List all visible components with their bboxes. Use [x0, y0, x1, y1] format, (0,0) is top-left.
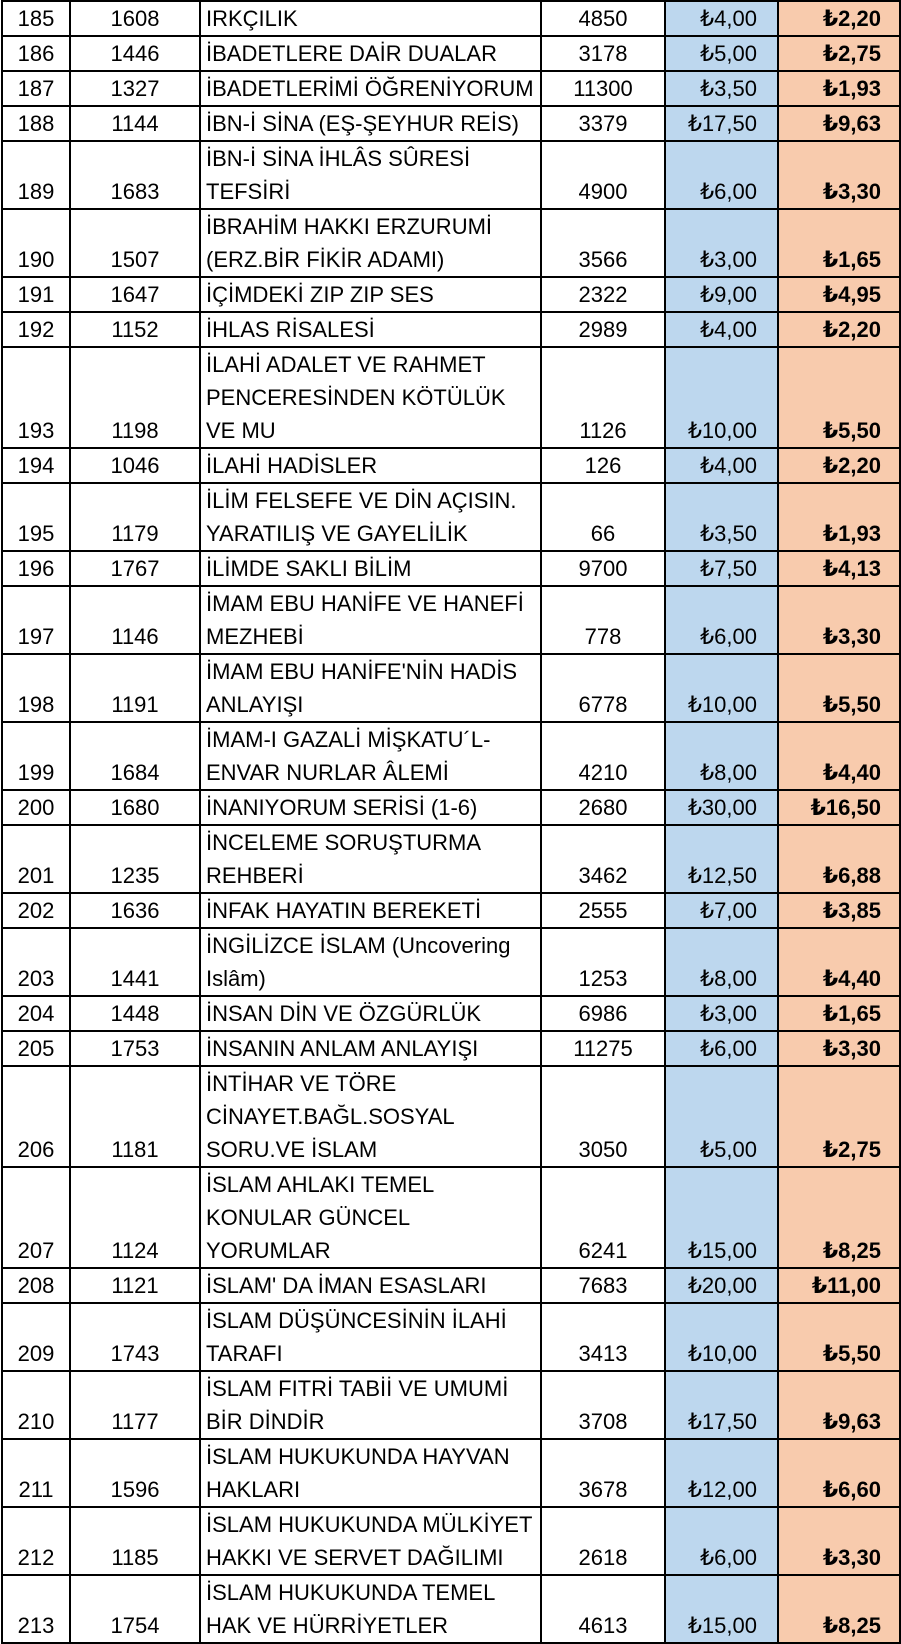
table-row: [2, 1575, 900, 1643]
stock-count-cell: 2555: [541, 893, 665, 928]
book-title-cell: İSLAM AHLAKI TEMEL KONULAR GÜNCEL YORUMLAR: [200, 1167, 541, 1268]
stock-count-cell: 4613: [541, 1575, 665, 1643]
stock-count-cell: 1253: [541, 928, 665, 996]
row-number-cell: 204: [2, 996, 70, 1031]
stock-count-cell: 2322: [541, 277, 665, 312]
book-code-cell: 1146: [70, 586, 200, 654]
book-title-cell: IRKÇILIK: [200, 1, 541, 36]
stock-count-cell: 6241: [541, 1167, 665, 1268]
table-row: [2, 1066, 900, 1167]
discount-price-cell: ₺1,93: [778, 483, 900, 551]
stock-count-cell: 3413: [541, 1303, 665, 1371]
book-code-cell: 1680: [70, 790, 200, 825]
list-price-cell: ₺8,00: [665, 722, 778, 790]
stock-count-cell: 3678: [541, 1439, 665, 1507]
table-row: [2, 448, 900, 483]
book-title-cell: İSLAM FITRİ TABİİ VE UMUMİ BİR DİNDİR: [200, 1371, 541, 1439]
book-code-cell: 1608: [70, 1, 200, 36]
discount-price-cell: ₺1,93: [778, 71, 900, 106]
row-number-cell: 208: [2, 1268, 70, 1303]
table-row: [2, 722, 900, 790]
row-number-cell: 213: [2, 1575, 70, 1643]
table-row: [2, 1268, 900, 1303]
book-code-cell: 1507: [70, 209, 200, 277]
book-code-cell: 1754: [70, 1575, 200, 1643]
stock-count-cell: 7683: [541, 1268, 665, 1303]
book-title-cell: İLAHİ HADİSLER: [200, 448, 541, 483]
book-code-cell: 1636: [70, 893, 200, 928]
book-code-cell: 1179: [70, 483, 200, 551]
list-price-cell: ₺3,00: [665, 996, 778, 1031]
table-row: [2, 1, 900, 36]
list-price-cell: ₺5,00: [665, 1066, 778, 1167]
table-row: [2, 893, 900, 928]
stock-count-cell: 9700: [541, 551, 665, 586]
table-row: [2, 654, 900, 722]
discount-price-cell: ₺1,65: [778, 209, 900, 277]
book-title-cell: İNGİLİZCE İSLAM (Uncovering Islâm): [200, 928, 541, 996]
row-number-cell: 187: [2, 71, 70, 106]
table-row: [2, 277, 900, 312]
book-title-cell: İBN-İ SİNA İHLÂS SÛRESİ TEFSİRİ: [200, 141, 541, 209]
list-price-cell: ₺10,00: [665, 1303, 778, 1371]
stock-count-cell: 3462: [541, 825, 665, 893]
book-code-cell: 1767: [70, 551, 200, 586]
book-code-cell: 1684: [70, 722, 200, 790]
book-title-cell: İBADETLERE DAİR DUALAR: [200, 36, 541, 71]
discount-price-cell: ₺3,30: [778, 1031, 900, 1066]
list-price-cell: ₺7,00: [665, 893, 778, 928]
book-title-cell: İLİM FELSEFE VE DİN AÇISIN. YARATILIŞ VE GAYELİLİK: [200, 483, 541, 551]
stock-count-cell: 3566: [541, 209, 665, 277]
book-code-cell: 1446: [70, 36, 200, 71]
list-price-cell: ₺15,00: [665, 1167, 778, 1268]
book-code-cell: 1046: [70, 448, 200, 483]
list-price-cell: ₺20,00: [665, 1268, 778, 1303]
table-row: [2, 1167, 900, 1268]
table-body: [2, 1, 900, 1643]
book-title-cell: İMAM EBU HANİFE VE HANEFİ MEZHEBİ: [200, 586, 541, 654]
book-code-cell: 1647: [70, 277, 200, 312]
row-number-cell: 186: [2, 36, 70, 71]
book-code-cell: 1124: [70, 1167, 200, 1268]
book-code-cell: 1327: [70, 71, 200, 106]
discount-price-cell: ₺4,40: [778, 928, 900, 996]
stock-count-cell: 3708: [541, 1371, 665, 1439]
table-row: [2, 1507, 900, 1575]
row-number-cell: 194: [2, 448, 70, 483]
discount-price-cell: ₺3,30: [778, 1507, 900, 1575]
book-title-cell: İSLAM HUKUKUNDA TEMEL HAK VE HÜRRİYETLER: [200, 1575, 541, 1643]
stock-count-cell: 11275: [541, 1031, 665, 1066]
stock-count-cell: 778: [541, 586, 665, 654]
stock-count-cell: 2618: [541, 1507, 665, 1575]
book-code-cell: 1596: [70, 1439, 200, 1507]
table-row: [2, 586, 900, 654]
row-number-cell: 190: [2, 209, 70, 277]
discount-price-cell: ₺2,75: [778, 36, 900, 71]
table-row: [2, 312, 900, 347]
discount-price-cell: ₺8,25: [778, 1575, 900, 1643]
list-price-cell: ₺12,50: [665, 825, 778, 893]
row-number-cell: 212: [2, 1507, 70, 1575]
table-row: [2, 71, 900, 106]
stock-count-cell: 3050: [541, 1066, 665, 1167]
row-number-cell: 210: [2, 1371, 70, 1439]
table-row: [2, 1303, 900, 1371]
discount-price-cell: ₺5,50: [778, 1303, 900, 1371]
stock-count-cell: 4850: [541, 1, 665, 36]
list-price-cell: ₺7,50: [665, 551, 778, 586]
book-title-cell: İSLAM' DA İMAN ESASLARI: [200, 1268, 541, 1303]
list-price-cell: ₺6,00: [665, 586, 778, 654]
row-number-cell: 203: [2, 928, 70, 996]
stock-count-cell: 4900: [541, 141, 665, 209]
row-number-cell: 211: [2, 1439, 70, 1507]
book-title-cell: İNFAK HAYATIN BEREKETİ: [200, 893, 541, 928]
stock-count-cell: 6986: [541, 996, 665, 1031]
discount-price-cell: ₺3,30: [778, 586, 900, 654]
book-code-cell: 1191: [70, 654, 200, 722]
book-code-cell: 1441: [70, 928, 200, 996]
book-title-cell: İÇİMDEKİ ZIP ZIP SES: [200, 277, 541, 312]
stock-count-cell: 126: [541, 448, 665, 483]
book-title-cell: İNANIYORUM SERİSİ (1-6): [200, 790, 541, 825]
list-price-cell: ₺6,00: [665, 1031, 778, 1066]
discount-price-cell: ₺8,25: [778, 1167, 900, 1268]
book-title-cell: İMAM-I GAZALİ MİŞKATU´L-ENVAR NURLAR ÂLEMİ: [200, 722, 541, 790]
discount-price-cell: ₺4,95: [778, 277, 900, 312]
discount-price-cell: ₺2,20: [778, 1, 900, 36]
discount-price-cell: ₺6,60: [778, 1439, 900, 1507]
row-number-cell: 202: [2, 893, 70, 928]
book-title-cell: İLAHİ ADALET VE RAHMET PENCERESİNDEN KÖTÜLÜK VE MU: [200, 347, 541, 448]
list-price-cell: ₺17,50: [665, 1371, 778, 1439]
stock-count-cell: 66: [541, 483, 665, 551]
discount-price-cell: ₺3,30: [778, 141, 900, 209]
book-code-cell: 1152: [70, 312, 200, 347]
stock-count-cell: 4210: [541, 722, 665, 790]
row-number-cell: 192: [2, 312, 70, 347]
book-title-cell: İNSAN DİN VE ÖZGÜRLÜK: [200, 996, 541, 1031]
row-number-cell: 206: [2, 1066, 70, 1167]
discount-price-cell: ₺4,40: [778, 722, 900, 790]
row-number-cell: 198: [2, 654, 70, 722]
row-number-cell: 205: [2, 1031, 70, 1066]
row-number-cell: 188: [2, 106, 70, 141]
table-row: [2, 106, 900, 141]
stock-count-cell: 2680: [541, 790, 665, 825]
discount-price-cell: ₺9,63: [778, 106, 900, 141]
table-row: [2, 209, 900, 277]
book-code-cell: 1144: [70, 106, 200, 141]
list-price-cell: ₺10,00: [665, 347, 778, 448]
stock-count-cell: 3178: [541, 36, 665, 71]
book-code-cell: 1448: [70, 996, 200, 1031]
list-price-cell: ₺9,00: [665, 277, 778, 312]
list-price-cell: ₺15,00: [665, 1575, 778, 1643]
table-row: [2, 1371, 900, 1439]
discount-price-cell: ₺1,65: [778, 996, 900, 1031]
book-code-cell: 1185: [70, 1507, 200, 1575]
book-code-cell: 1121: [70, 1268, 200, 1303]
discount-price-cell: ₺4,13: [778, 551, 900, 586]
book-code-cell: 1743: [70, 1303, 200, 1371]
stock-count-cell: 3379: [541, 106, 665, 141]
list-price-cell: ₺3,50: [665, 483, 778, 551]
table-row: [2, 1439, 900, 1507]
discount-price-cell: ₺11,00: [778, 1268, 900, 1303]
table-row: [2, 928, 900, 996]
row-number-cell: 201: [2, 825, 70, 893]
book-title-cell: İBRAHİM HAKKI ERZURUMİ (ERZ.BİR FİKİR ADAMI): [200, 209, 541, 277]
book-title-cell: İBN-İ SİNA (EŞ-ŞEYHUR REİS): [200, 106, 541, 141]
discount-price-cell: ₺2,20: [778, 448, 900, 483]
table-row: [2, 825, 900, 893]
book-code-cell: 1683: [70, 141, 200, 209]
row-number-cell: 196: [2, 551, 70, 586]
book-title-cell: İSLAM DÜŞÜNCESİNİN İLAHİ TARAFI: [200, 1303, 541, 1371]
list-price-cell: ₺6,00: [665, 141, 778, 209]
discount-price-cell: ₺16,50: [778, 790, 900, 825]
book-code-cell: 1181: [70, 1066, 200, 1167]
table-row: [2, 551, 900, 586]
discount-price-cell: ₺5,50: [778, 347, 900, 448]
discount-price-cell: ₺2,75: [778, 1066, 900, 1167]
list-price-cell: ₺3,50: [665, 71, 778, 106]
discount-price-cell: ₺3,85: [778, 893, 900, 928]
book-title-cell: İNCELEME SORUŞTURMA REHBERİ: [200, 825, 541, 893]
book-title-cell: İSLAM HUKUKUNDA HAYVAN HAKLARI: [200, 1439, 541, 1507]
list-price-cell: ₺17,50: [665, 106, 778, 141]
discount-price-cell: ₺9,63: [778, 1371, 900, 1439]
row-number-cell: 195: [2, 483, 70, 551]
book-title-cell: İNSANIN ANLAM ANLAYIŞI: [200, 1031, 541, 1066]
row-number-cell: 207: [2, 1167, 70, 1268]
discount-price-cell: ₺6,88: [778, 825, 900, 893]
book-code-cell: 1753: [70, 1031, 200, 1066]
row-number-cell: 199: [2, 722, 70, 790]
discount-price-cell: ₺2,20: [778, 312, 900, 347]
table-row: [2, 996, 900, 1031]
book-title-cell: İNTİHAR VE TÖRE CİNAYET.BAĞL.SOSYAL SORU.VE İSLAM: [200, 1066, 541, 1167]
list-price-cell: ₺12,00: [665, 1439, 778, 1507]
table-row: [2, 141, 900, 209]
table-row: [2, 347, 900, 448]
list-price-cell: ₺4,00: [665, 448, 778, 483]
discount-price-cell: ₺5,50: [778, 654, 900, 722]
row-number-cell: 200: [2, 790, 70, 825]
stock-count-cell: 6778: [541, 654, 665, 722]
book-title-cell: İSLAM HUKUKUNDA MÜLKİYET HAKKI VE SERVET DAĞILIMI: [200, 1507, 541, 1575]
list-price-cell: ₺6,00: [665, 1507, 778, 1575]
table-row: [2, 790, 900, 825]
row-number-cell: 193: [2, 347, 70, 448]
list-price-cell: ₺8,00: [665, 928, 778, 996]
book-title-cell: İHLAS RİSALESİ: [200, 312, 541, 347]
row-number-cell: 191: [2, 277, 70, 312]
book-title-cell: İMAM EBU HANİFE'NİN HADİS ANLAYIŞI: [200, 654, 541, 722]
list-price-cell: ₺3,00: [665, 209, 778, 277]
table-row: [2, 1031, 900, 1066]
table-row: [2, 36, 900, 71]
stock-count-cell: 1126: [541, 347, 665, 448]
row-number-cell: 209: [2, 1303, 70, 1371]
book-code-cell: 1198: [70, 347, 200, 448]
list-price-cell: ₺4,00: [665, 312, 778, 347]
book-code-cell: 1235: [70, 825, 200, 893]
row-number-cell: 189: [2, 141, 70, 209]
book-price-table: [1, 0, 901, 1644]
stock-count-cell: 11300: [541, 71, 665, 106]
row-number-cell: 197: [2, 586, 70, 654]
list-price-cell: ₺10,00: [665, 654, 778, 722]
list-price-cell: ₺30,00: [665, 790, 778, 825]
book-code-cell: 1177: [70, 1371, 200, 1439]
book-title-cell: İBADETLERİMİ ÖĞRENİYORUM: [200, 71, 541, 106]
table-row: [2, 483, 900, 551]
row-number-cell: 185: [2, 1, 70, 36]
list-price-cell: ₺5,00: [665, 36, 778, 71]
book-title-cell: İLİMDE SAKLI BİLİM: [200, 551, 541, 586]
stock-count-cell: 2989: [541, 312, 665, 347]
list-price-cell: ₺4,00: [665, 1, 778, 36]
